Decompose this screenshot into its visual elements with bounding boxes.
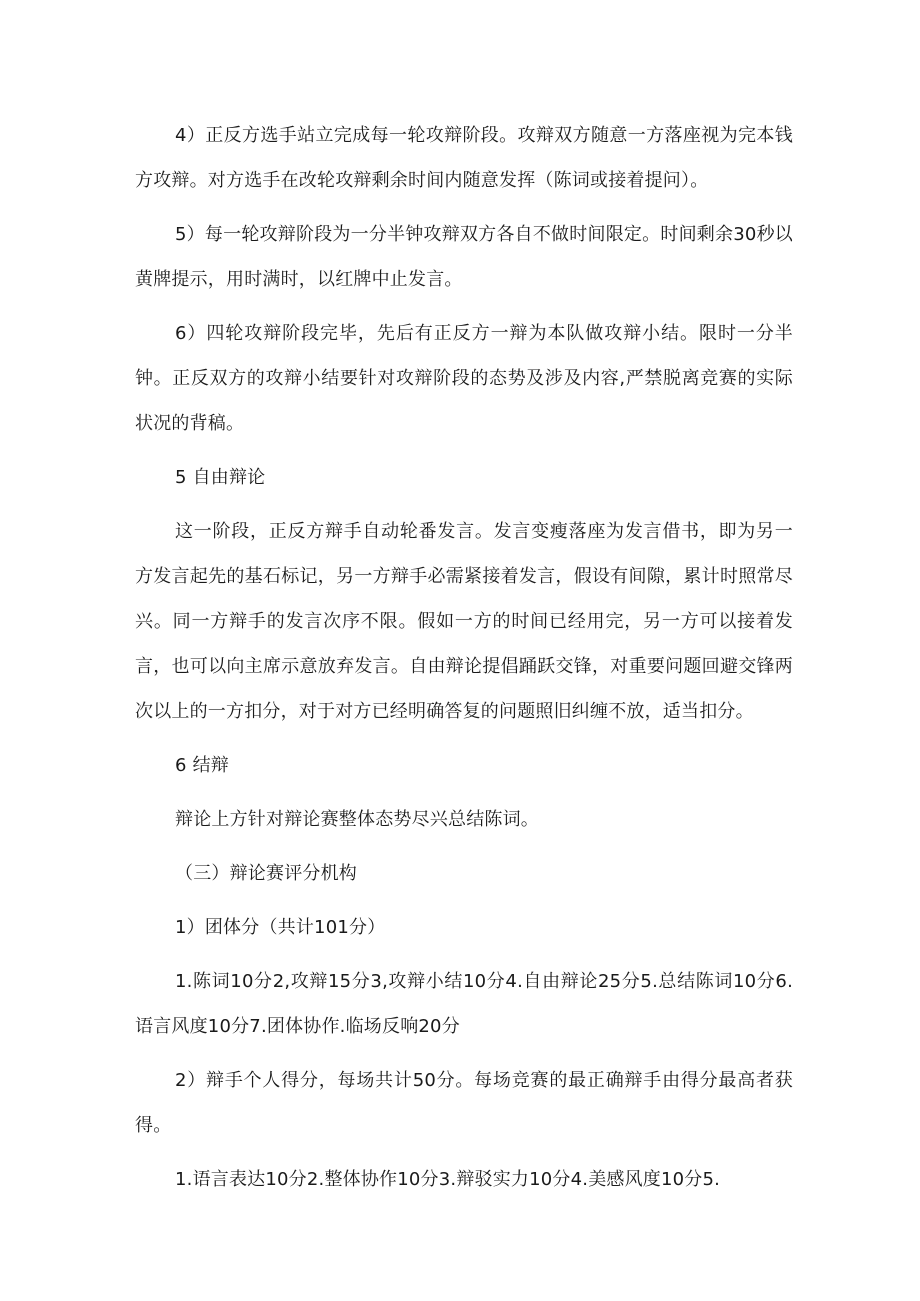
paragraph-rule-5: 5）每一轮攻辩阶段为一分半钟攻辩双方各自不做时间限定。时间剩余30秒以黄牌提示，用时满时，以红牌中止发言。 [135,224,793,290]
section-heading-free-debate: 5 自由辩论 [175,467,266,488]
paragraph-rule-4: 4）正反方选手站立完成每一轮攻辩阶段。攻辩双方随意一方落座视为完本钱方攻辩。对方选手在改轮攻辩剩余时间内随意发挥（陈词或接着提问）。 [135,125,793,191]
document-body [135,113,793,1211]
paragraph-rule-6: 6）四轮攻辩阶段完毕，先后有正反方一辩为本队做攻辩小结。限时一分半钟。正反双方的攻辩小结要针对攻辩阶段的态势及涉及内容,严禁脱离竞赛的实际状况的背稿。 [135,323,793,434]
paragraph-individual-score-items: 1.语言表达10分2.整体协作10分3.辩驳实力10分4.美感风度10分5. [175,1169,721,1190]
paragraph-free-debate: 这一阶段，正反方辩手自动轮番发言。发言变瘦落座为发言借书，即为另一方发言起先的基石标记，另一方辩手必需紧接着发言，假设有间隙，累计时照常尽兴。同一方辩手的发言次序不限。假如一方的时间已经用完，另一方可以接着发言，也可以向主席示意放弃发言。自由辩论提倡踊跃交锋，对重要问题回避交锋两次以上的一方扣分，对于对方已经明确答复的问题照旧纠缠不放，适当扣分。 [135,521,793,722]
section-heading-scoring: （三）辩论赛评分机构 [175,863,357,884]
paragraph-team-score-items: 1.陈词10分2,攻辩15分3,攻辩小结10分4.自由辩论25分5.总结陈词10分6.语言风度10分7.团体协作.临场反响20分 [135,971,793,1037]
paragraph-closing: 辩论上方针对辩论赛整体态势尽兴总结陈词。 [175,809,539,830]
paragraph-team-score: 1）团体分（共计101分） [175,917,386,938]
paragraph-individual-score: 2）辩手个人得分，每场共计50分。每场竞赛的最正确辩手由得分最高者获得。 [135,1070,793,1136]
section-heading-closing: 6 结辩 [175,755,229,776]
